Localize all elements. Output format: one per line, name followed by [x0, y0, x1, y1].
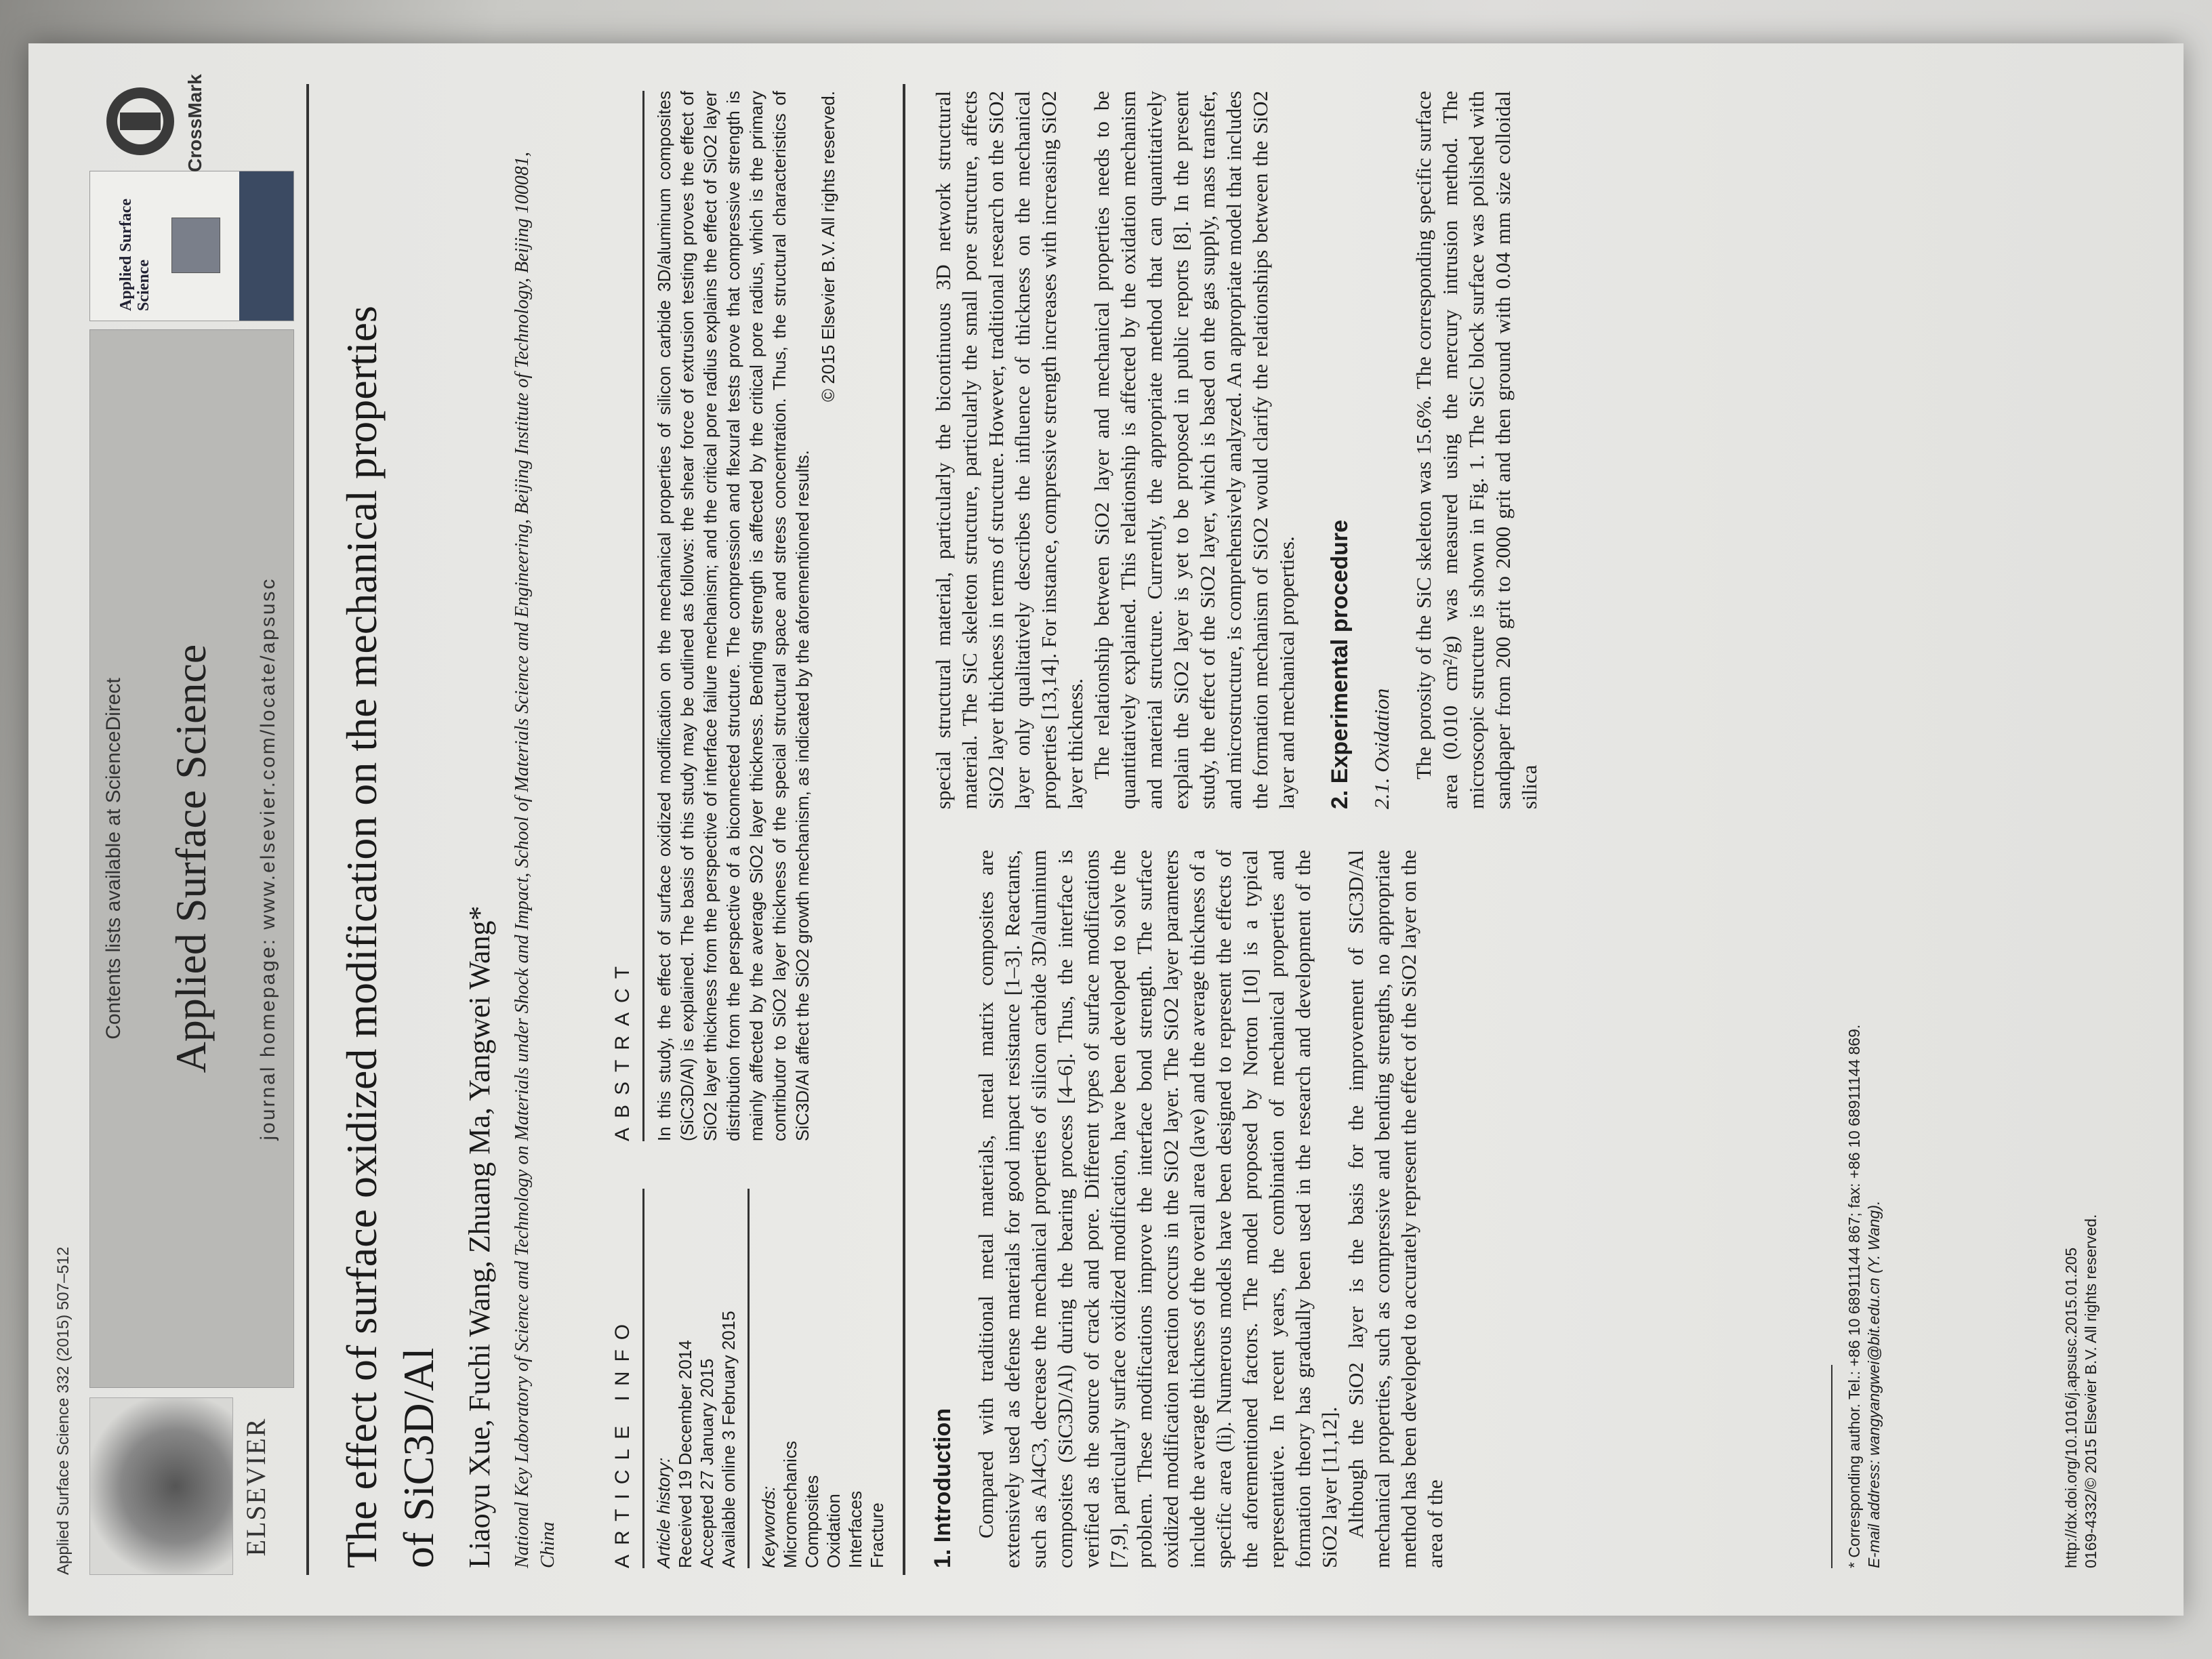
history-accepted: Accepted 27 January 2015 [697, 1358, 717, 1568]
article-info-column [611, 1189, 888, 1568]
history-online: Available online 3 February 2015 [718, 1311, 739, 1568]
history-label: Article history: [653, 1457, 674, 1568]
article-affiliation: National Key Laboratory of Science and Technology on Materials under Shock and Impact, School of Materials Science and Engineering, Beijing Institute of Technology, Beijing 100081, China [512, 152, 558, 1568]
article-authors: Liaoyu Xue, Fuchi Wang, Zhuang Ma, Yangwei Wang* [463, 905, 496, 1568]
history-received: Received 19 December 2014 [675, 1340, 695, 1568]
crossmark-label: CrossMark [184, 74, 205, 172]
journal-homepage: journal homepage: www.elsevier.com/locate/apsusc [257, 577, 279, 1141]
abstract-rule [903, 84, 905, 1575]
intro-paragraph: Compared with traditional metal materials, metal matrix composites are extensively used as defense materials for good impact resistance [1–3]. Reactants, such as Al4C3, decrease the mechanical properties of silicon carbide 3D/aluminum composites (SiC3D/Al) during the bearing process [4–6]. Thus, the interface is verified as the source of crack and pore. Different types of surface modifications [7,9], particularly surface oxidized modification, have been developed to solve the problem. These modifications improve the interface bond strength. The surface oxidized modification reaction occurs in the SiO2 layer. The SiO2 layer parameters include the average thickness of the overall area (lave) and the average thickness of a specific area (li). Numerous models have been designed to represent the effects of the aforementioned factors. The model proposed by Norton [10] is a typical representative. In recent years, the combination of mechanical properties and formation theory has gradually been used in the research and development of the SiO2 layer [11,12]. [974, 850, 1341, 1568]
section-heading-introduction: 1. Introduction [930, 1408, 956, 1568]
spacer [1300, 91, 1327, 809]
header-rule [306, 84, 309, 1575]
keyword-item: Fracture [867, 1502, 887, 1568]
journal-page [28, 43, 2184, 1616]
abstract-heading: ABSTRACT [611, 956, 634, 1141]
journal-banner [89, 329, 294, 1388]
doi-block [2062, 1214, 2101, 1568]
issn-line: 0169-4332/© 2015 Elsevier B.V. All rights reserved. [2082, 1214, 2100, 1568]
divider [642, 1189, 644, 1568]
running-head: Applied Surface Science 332 (2015) 507–512 [54, 1246, 73, 1575]
body-column-left [930, 850, 1448, 1568]
doi-link[interactable]: http://dx.doi.org/10.1016/j.apsusc.2015.01.205 [2062, 1247, 2080, 1568]
article-info-heading: ARTICLE INFO [611, 1314, 634, 1568]
body-paragraph: special structural material, particularly the bicontinuous 3D network structural material. The SiC skeleton structure, particularly the small pore structure, affects SiO2 layer thickness in terms of structure. However, traditional research on the SiO2 layer only qualitatively describes the influence of thickness on the mechanical properties [13,14]. For instance, compressive strength increases with increasing SiO2 layer thickness. [931, 91, 1087, 809]
body-column-right [930, 91, 1542, 809]
subsection-heading-oxidation: 2.1. Oxidation [1370, 688, 1393, 809]
email-note: E-mail address: wangyangwei@bit.edu.cn (Y. Wang). [1865, 1200, 1883, 1568]
abstract-text: In this study, the effect of surface oxidized modification on the mechanical properties of silicon carbide 3D/aluminum composites (SiC3D/Al) is explained. The basis of this study may be outlined as follows: the shear force of extrusion testing proves the effect of SiO2 layer thickness from the perspective of interface failure mechanism; and the critical pore radius explains the effect of SiO2 layer distribution from the perspective of a biconnected structure. The compression and flexural tests prove that compressive strength is mainly affected by the average SiO2 layer thickness. Bending strength is affected by the critical pore radius, which is the primary contributor to SiO2 layer thickness of the special structural space and stress concentration. Thus, the structural characteristics of SiC3D/Al affect the SiO2 growth mechanism, as indicated by the aforementioned results. [654, 91, 813, 1141]
publisher-logo-text: ELSEVIER [241, 1417, 271, 1557]
journal-cover-thumbnail [89, 171, 294, 321]
keyword-item: Interfaces [845, 1490, 865, 1568]
corresponding-author-note: * Corresponding author. Tel.: +86 10 68911144 867; fax: +86 10 68911144 869. [1845, 1024, 1863, 1568]
keywords-label: Keywords: [758, 1486, 779, 1568]
cover-band [239, 171, 293, 321]
footnote-rule [1831, 1365, 1832, 1568]
article-title: The effect of surface oxidized modification on the mechanical properties of SiC3D/Al [337, 306, 443, 1568]
cover-image [171, 218, 220, 273]
footnote [1845, 850, 1884, 1568]
keyword-item: Oxidation [823, 1494, 844, 1568]
cover-title: Applied Surface Science [117, 198, 152, 311]
body-paragraph: The relationship between SiO2 layer and mechanical properties needs to be quantitatively explained. This relationship is affected by the oxidation mechanism and material structure. Currently, the appropriate method that can quantitatively explain the SiO2 layer is yet to be proposed in public reports [8]. In the present study, the effect of the SiO2 layer, which is based on the gas supply, mass transfer, and microstructure, is comprehensively analyzed. An appropriate model that includes the formation mechanism of SiO2 would clarify the relationships between the SiO2 layer and mechanical properties. [1090, 91, 1298, 809]
journal-name: Applied Surface Science [167, 644, 215, 1073]
contents-line: Contents lists available at ScienceDirect [102, 678, 125, 1040]
divider [642, 91, 644, 1141]
elsevier-tree-logo [89, 1397, 233, 1575]
keyword-item: Composites [802, 1475, 822, 1568]
divider [747, 1189, 750, 1568]
body-paragraph: The porosity of the SiC skeleton was 15.6%. The corresponding specific surface area (0.010 cm²/g) was measured using the mercury intrusion method. The microscopic structure is shown in Fig. 1. The SiC block surface was polished with sandpaper from 200 grit to 2000 grit and then ground with 0.04 mm size colloidal silica [1412, 91, 1541, 809]
section-heading-experimental: 2. Experimental procedure [1327, 519, 1353, 809]
intro-paragraph: Although the SiO2 layer is the basis for the improvement of SiC3D/Al mechanical properties, such as compressive and bending strengths, no appropriate method has been developed to accurately represent the effect of the SiO2 layer on the area of the [1344, 850, 1447, 1568]
keyword-item: Micromechanics [780, 1441, 800, 1568]
abstract-copyright: © 2015 Elsevier B.V. All rights reserved. [818, 91, 838, 402]
crossmark-icon[interactable] [103, 84, 178, 159]
abstract-column [611, 91, 839, 1141]
